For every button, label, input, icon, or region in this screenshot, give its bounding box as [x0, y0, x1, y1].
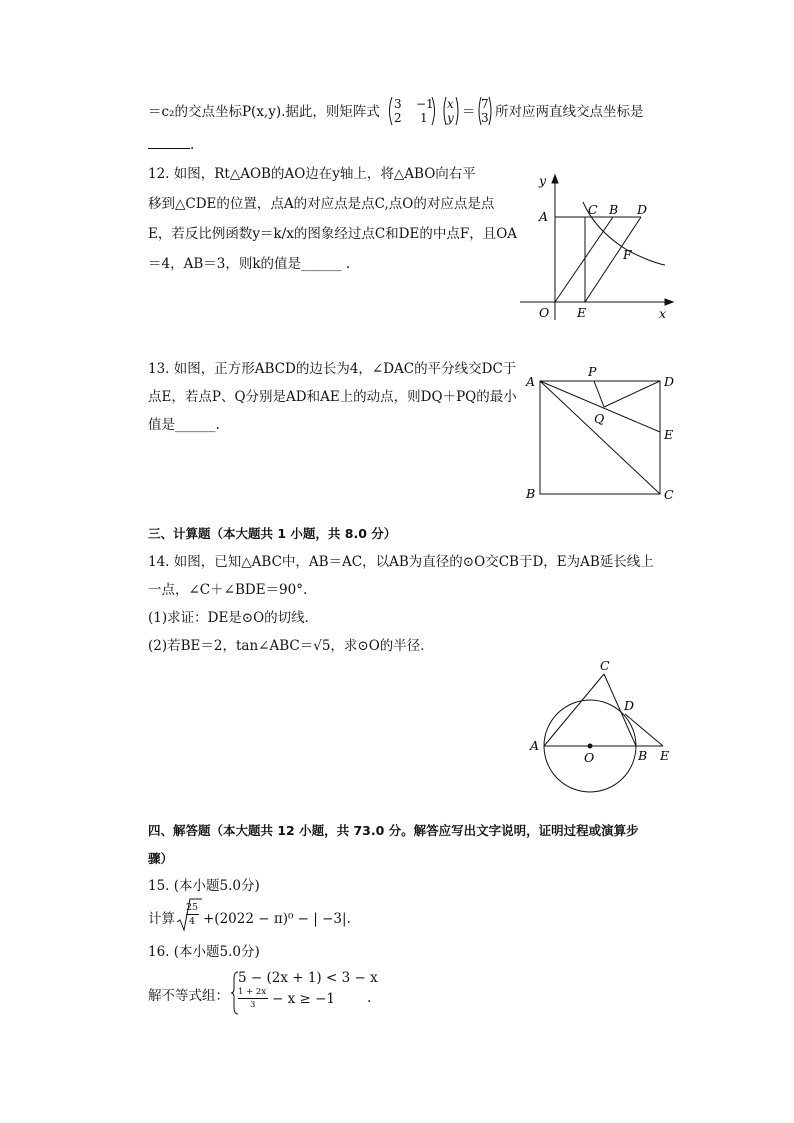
label-B: B — [638, 748, 648, 763]
q15-calc-prefix: 计算 — [148, 911, 175, 927]
q14-line-4: (2)若BE＝2，tan∠ABC＝√5，求⊙O的半径． — [148, 638, 434, 654]
segment-AC — [544, 674, 604, 746]
matrix-a21: 2 — [394, 111, 402, 125]
label-C: C — [664, 487, 674, 502]
q15-frac-den: 4 — [189, 916, 196, 927]
x-axis-arrow — [665, 299, 673, 305]
q13-line-1: 13. 如图，正方形ABCD的边长为4，∠DAC的平分线交DC于 — [148, 361, 517, 377]
segment-DE — [625, 714, 663, 746]
label-A: A — [526, 374, 536, 389]
q11-text — [148, 106, 380, 120]
segment-ED — [585, 217, 641, 302]
label-Q: Q — [594, 411, 605, 426]
q15-header: 15. (本小题5.0分) — [148, 878, 260, 894]
q11-vector-var — [441, 96, 461, 126]
q14-figure — [528, 656, 688, 796]
label-C: C — [588, 202, 598, 217]
label-A: A — [539, 209, 549, 224]
matrix-a12: −1 — [416, 97, 434, 111]
segment-PQ — [594, 381, 604, 407]
section-4-heading-line-2: 骤） — [148, 851, 174, 866]
section-3-heading: 三、计算题（本大题共 1 小题，共 8.0 分） — [148, 526, 397, 541]
q16-end: . — [367, 990, 372, 1006]
center-point-O — [588, 744, 593, 749]
q14-line-2: 一点，∠C＋∠BDE＝90°. — [148, 582, 308, 598]
label-F: F — [623, 247, 632, 262]
q16-ineq2-den: 3 — [250, 1000, 256, 1010]
q16-ineq2-num: 1 + 2x — [238, 987, 267, 997]
label-C: C — [600, 658, 610, 673]
matrix-a22: 1 — [420, 111, 428, 125]
q16-prefix: 解不等式组： — [148, 988, 229, 1004]
label-A: A — [530, 738, 540, 753]
q16-inequality-1: 5 − (2x + 1) < 3 − x — [238, 970, 378, 986]
q13-line-3: 值是______. — [148, 417, 220, 433]
label-P: P — [588, 364, 597, 379]
q12-line-3: E，若反比例函数y＝k/x的图象经过点C和DE的中点F，且OA — [148, 226, 518, 242]
answer-blank — [148, 138, 190, 149]
q11-vector-res — [476, 96, 494, 126]
label-y: y — [539, 173, 547, 188]
q14-line-1: 14. 如图，已知△ABC中，AB＝AC，以AB为直径的⊙O交CB于D，E为AB延长线上 — [148, 554, 654, 570]
q13-figure — [522, 364, 682, 504]
label-B: B — [609, 202, 619, 217]
q11-part1: ＝c₂的交点坐标P(x,y).据此，则矩阵式 — [148, 104, 380, 120]
label-E: E — [660, 748, 670, 763]
q14-line-3: (1)求证：DE是⊙O的切线． — [148, 610, 319, 626]
q16-ineq2-rest: − x ≥ −1 — [272, 991, 336, 1007]
label-D: D — [624, 698, 635, 713]
q11-matrix — [386, 96, 438, 126]
matrix-a11: 3 — [394, 97, 402, 111]
q16-header: 16. (本小题5.0分) — [148, 944, 260, 960]
vec-x: x — [447, 97, 454, 111]
res-3: 3 — [481, 111, 489, 125]
q11-part2: 所对应两直线交点坐标是 — [495, 104, 644, 120]
q15-frac-bar — [186, 914, 199, 915]
q11-end: . — [190, 137, 195, 153]
label-E: E — [664, 427, 674, 442]
section-4-heading-line-1: 四、解答题（本大题共 12 小题，共 73.0 分。解答应写出文字说明，证明过程或演算步 — [148, 823, 639, 838]
q11-equals: ＝ — [462, 104, 476, 120]
vec-y: y — [447, 111, 454, 125]
y-axis-arrow — [552, 175, 558, 183]
q12-figure — [515, 170, 685, 330]
label-O: O — [584, 750, 595, 765]
q15-calc-rest: +(2022 − π)⁰ − | −3|. — [203, 911, 351, 927]
label-E: E — [577, 305, 587, 320]
q12-line-4: ＝4，AB＝3，则k的值是______ . — [148, 256, 351, 272]
q12-line-1: 12. 如图，Rt△AOB的AO边在y轴上，将△ABO向右平 — [148, 166, 476, 182]
label-D: D — [664, 374, 675, 389]
label-x: x — [659, 306, 667, 321]
q16-ineq2-bar — [238, 998, 268, 999]
q12-line-2: 移到△CDE的位置，点A的对应点是点C,点O的对应点是点 — [148, 196, 495, 212]
q15-frac-num: 25 — [186, 902, 199, 913]
label-B: B — [526, 486, 536, 501]
q11-answer-line — [148, 138, 194, 153]
res-7: 7 — [481, 97, 489, 111]
segment-QD — [604, 381, 660, 407]
q13-line-2: 点E，若点P、Q分别是AD和AE上的动点，则DQ＋PQ的最小 — [148, 389, 517, 405]
segment-OB — [555, 217, 613, 302]
label-O: O — [539, 305, 550, 320]
label-D: D — [637, 202, 648, 217]
